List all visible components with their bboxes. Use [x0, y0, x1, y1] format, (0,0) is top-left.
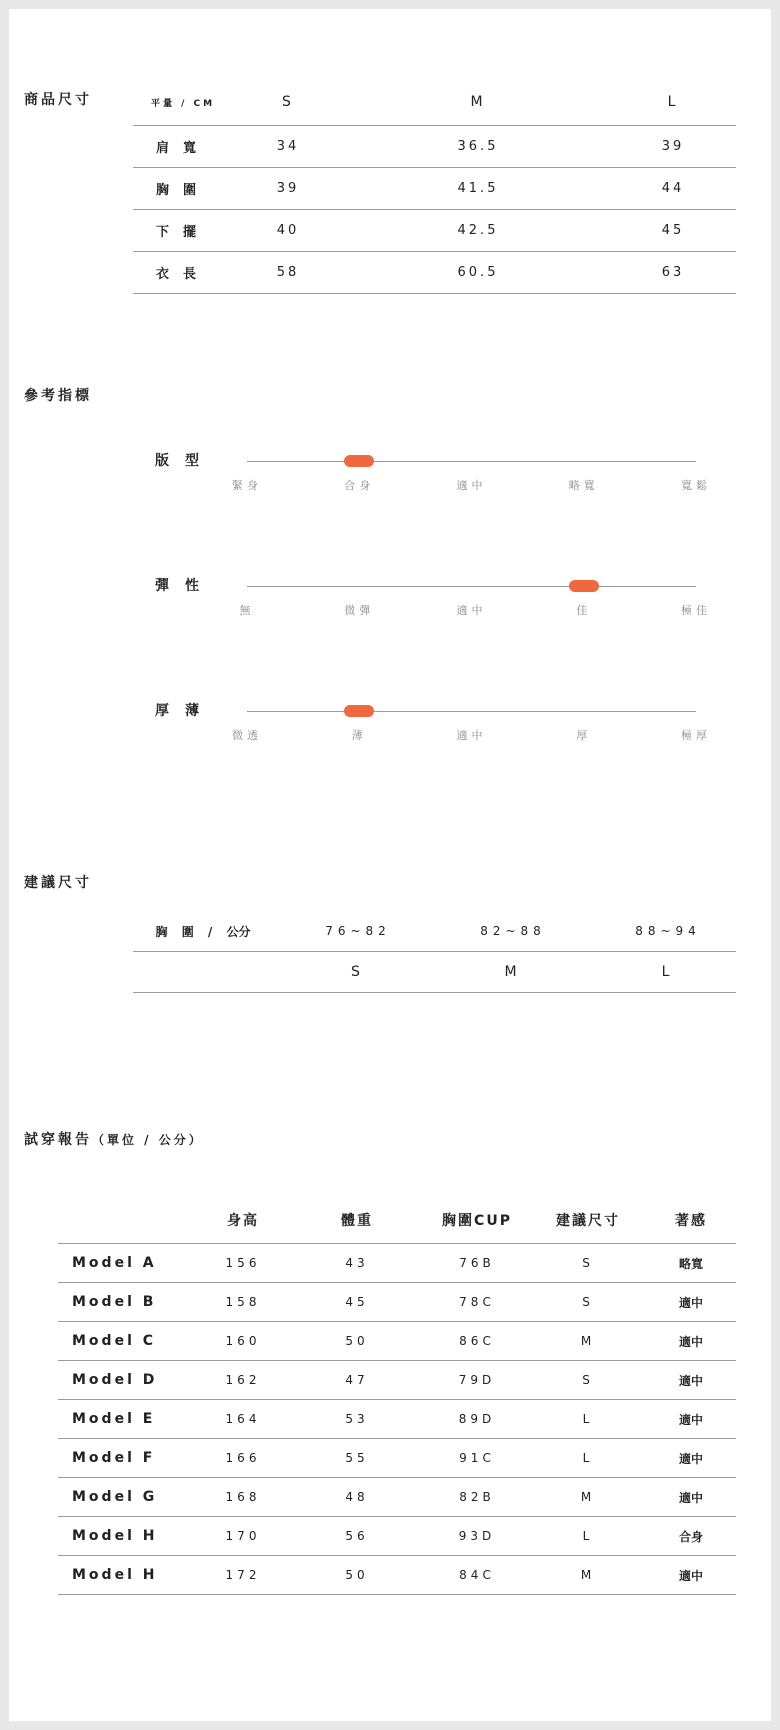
header-suggested-size: 建議尺寸: [556, 1213, 620, 1229]
value-s: 39: [276, 181, 300, 196]
suggested-size: L: [582, 1412, 594, 1426]
value-l: 39: [661, 139, 685, 154]
value-m: 60.5: [457, 265, 499, 280]
suggested-size: M: [580, 1490, 596, 1504]
size-header-s: S: [282, 94, 294, 110]
suggested-size: L: [582, 1529, 594, 1543]
value-s: 58: [276, 265, 300, 280]
indicator-label: 厚薄: [155, 703, 215, 719]
suggested-size: S: [582, 1256, 594, 1270]
indicator-tick: 極厚: [681, 729, 711, 742]
indicator-tick: 極佳: [681, 604, 711, 617]
table-row: [58, 1400, 736, 1439]
indicator-tick: 適中: [456, 729, 487, 742]
fit-feel: 適中: [678, 1295, 703, 1310]
table-row: [58, 1439, 736, 1478]
size-row-chest: [133, 168, 736, 210]
model-name: Model F: [72, 1450, 156, 1466]
suggested-size: M: [580, 1334, 596, 1348]
chest-cup: 78C: [459, 1295, 495, 1309]
chest-cup: 91C: [459, 1451, 495, 1465]
size-m: M: [504, 964, 522, 980]
fit-feel: 略寬: [678, 1256, 703, 1271]
unit-label: 平量 / CM: [150, 98, 216, 109]
suggested-size: L: [582, 1451, 594, 1465]
report-title-unit: （單位 / 公分）: [92, 1133, 204, 1147]
suggested-header-row: [133, 911, 736, 952]
model-name: Model H: [72, 1567, 158, 1583]
weight: 53: [345, 1412, 369, 1426]
height: 170: [225, 1529, 261, 1543]
height: 168: [225, 1490, 261, 1504]
model-name: Model B: [72, 1294, 157, 1310]
weight: 55: [345, 1451, 369, 1465]
chest-cup: 89D: [458, 1412, 496, 1426]
size-chart-sheet: [9, 9, 771, 1721]
suggested-size-title: 建議尺寸: [24, 875, 92, 891]
height: 156: [225, 1256, 261, 1270]
indicator-tick: 略寬: [568, 479, 599, 492]
table-row: [58, 1322, 736, 1361]
height: 172: [225, 1568, 261, 1582]
weight: 48: [345, 1490, 369, 1504]
model-name: Model E: [72, 1411, 156, 1427]
fit-feel: 適中: [678, 1568, 703, 1583]
try-on-report-table: [58, 1197, 736, 1595]
weight: 50: [345, 1568, 369, 1582]
indicator-tick: 合身: [344, 479, 375, 492]
table-row: [58, 1556, 736, 1595]
reference-title: 參考指標: [24, 388, 92, 404]
weight: 45: [345, 1295, 369, 1309]
indicator-label: 彈性: [155, 578, 215, 594]
size-header-l: L: [667, 94, 679, 110]
value-m: 36.5: [457, 139, 499, 154]
height: 160: [225, 1334, 261, 1348]
indicator-tick: 適中: [456, 604, 487, 617]
product-size-table: [133, 79, 736, 294]
header-chest-cup: 胸圍CUP: [442, 1213, 512, 1229]
header-weight: 體重: [341, 1213, 373, 1229]
fit-feel: 適中: [678, 1334, 703, 1349]
model-name: Model A: [72, 1255, 157, 1271]
indicator-knob: [344, 705, 374, 717]
suggested-size-row: [133, 952, 736, 993]
value-m: 42.5: [457, 223, 499, 238]
table-row: [58, 1283, 736, 1322]
model-name: Model D: [72, 1372, 158, 1388]
report-header-row: [58, 1197, 736, 1244]
report-title-main: 試穿報告: [24, 1132, 92, 1148]
range-l: 88~94: [635, 924, 701, 938]
chest-cup: 82B: [459, 1490, 495, 1504]
chest-cup: 84C: [459, 1568, 495, 1582]
model-name: Model H: [72, 1528, 158, 1544]
suggested-size: M: [580, 1568, 596, 1582]
range-m: 82~88: [480, 924, 546, 938]
table-row: [58, 1478, 736, 1517]
model-name: Model G: [72, 1489, 158, 1505]
indicator-tick: 微透: [232, 729, 262, 742]
indicator-track: [247, 461, 696, 462]
indicator-knob: [344, 455, 374, 467]
fit-feel: 適中: [678, 1412, 703, 1427]
fit-feel: 適中: [678, 1451, 703, 1466]
indicator-tick: 微彈: [344, 604, 375, 617]
indicator-tick: 緊身: [232, 479, 262, 492]
header-fit-feel: 著感: [675, 1213, 707, 1229]
product-size-title: 商品尺寸: [24, 92, 92, 108]
height: 164: [225, 1412, 261, 1426]
height: 166: [225, 1451, 261, 1465]
value-l: 44: [661, 181, 685, 196]
weight: 50: [345, 1334, 369, 1348]
indicator-tick: 無: [239, 604, 255, 617]
indicator-tick: 薄: [351, 729, 367, 742]
weight: 47: [345, 1373, 369, 1387]
table-row: [58, 1517, 736, 1556]
value-m: 41.5: [457, 181, 499, 196]
value-s: 34: [276, 139, 300, 154]
height: 162: [225, 1373, 261, 1387]
row-label: 肩寬: [155, 141, 210, 156]
size-s: S: [351, 964, 365, 980]
indicator-track: [247, 711, 696, 712]
indicator-track: [247, 586, 696, 587]
size-l: L: [661, 964, 675, 980]
indicator-tick: 佳: [576, 604, 592, 617]
header-height: 身高: [227, 1213, 259, 1229]
weight: 43: [345, 1256, 369, 1270]
indicator-tick: 厚: [576, 729, 592, 742]
indicator-tick: 適中: [456, 479, 487, 492]
indicator-fit: [9, 452, 771, 512]
size-header-m: M: [470, 94, 486, 110]
size-row-shoulder: [133, 126, 736, 168]
weight: 56: [345, 1529, 369, 1543]
suggested-size: S: [582, 1373, 594, 1387]
chest-cup: 93D: [458, 1529, 496, 1543]
size-row-length: [133, 252, 736, 294]
table-row: [58, 1244, 736, 1283]
model-name: Model C: [72, 1333, 157, 1349]
size-row-hem: [133, 210, 736, 252]
indicator-thickness: [9, 702, 771, 762]
indicator-knob: [569, 580, 599, 592]
row-label: 下擺: [155, 225, 210, 240]
indicator-elasticity: [9, 577, 771, 637]
fit-feel: 適中: [678, 1490, 703, 1505]
value-l: 45: [661, 223, 685, 238]
suggested-size-table: [133, 911, 736, 993]
chest-cup: 86C: [459, 1334, 495, 1348]
chest-cup: 76B: [459, 1256, 495, 1270]
fit-feel: 合身: [678, 1529, 703, 1544]
indicator-label: 版型: [155, 453, 215, 469]
row-label: 胸圍: [155, 183, 210, 198]
fit-feel: 適中: [678, 1373, 703, 1388]
indicator-tick: 寬鬆: [681, 479, 711, 492]
chest-cup: 79D: [458, 1373, 496, 1387]
value-l: 63: [661, 265, 685, 280]
height: 158: [225, 1295, 261, 1309]
table-row: [58, 1361, 736, 1400]
chest-range-label: 胸 圍 / 公分: [155, 924, 251, 939]
range-s: 76~82: [325, 924, 391, 938]
report-title: [24, 1129, 204, 1149]
row-label: 衣長: [155, 267, 210, 282]
size-table-header: [133, 79, 736, 126]
value-s: 40: [276, 223, 300, 238]
suggested-size: S: [582, 1295, 594, 1309]
